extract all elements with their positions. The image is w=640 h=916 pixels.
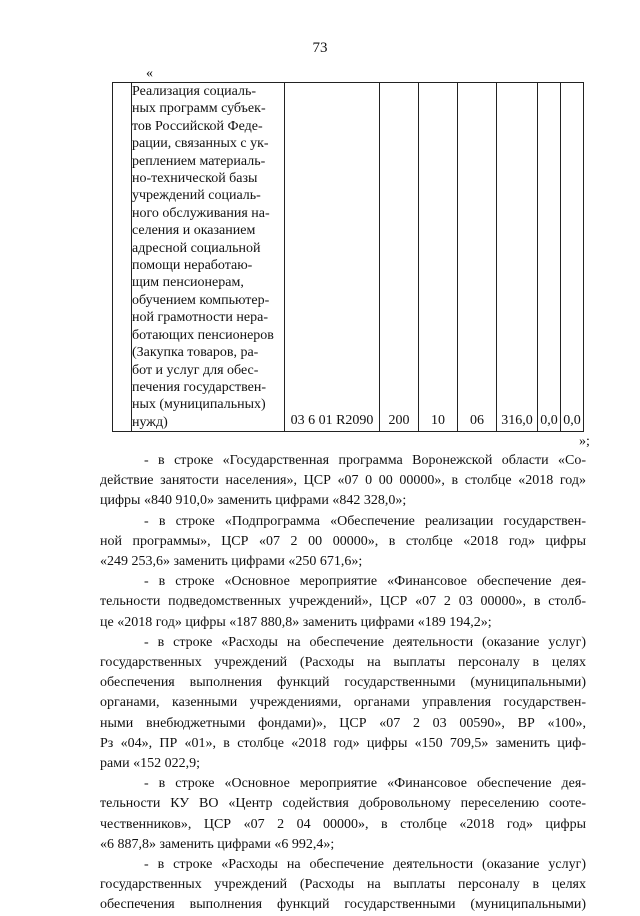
pr-value: 06 (470, 413, 484, 429)
text-line: Рз «04», ПР «01», в столбце «2018 год» цифры «150 709,5» заменить циф- (100, 735, 586, 751)
text-line: ной программы», ЦСР «07 2 00 00000», в столбце «2018 год» цифры (100, 533, 586, 549)
text-line: рами «152 022,9; (100, 756, 200, 772)
opening-quote: « (146, 66, 153, 81)
expense-name-line: бот и услуг для обес- (132, 362, 259, 378)
pr-cell (458, 83, 497, 432)
expense-name-line: Реализация социаль- (132, 84, 257, 99)
expense-name-cell (132, 83, 285, 432)
expense-name-line: реплением материаль- (132, 153, 266, 169)
amendment-paragraph (100, 774, 586, 855)
text-line: действие занятости населения», ЦСР «07 0 00 00000», в столбце «2018 год» (100, 473, 586, 489)
budget-table (112, 82, 584, 432)
amendment-paragraph (100, 512, 586, 573)
expense-name-line: ного обслуживания на- (132, 205, 270, 221)
text-line: це «2018 год» цифры «187 880,8» заменить цифрами «189 194,2»; (100, 614, 492, 630)
text-line: «6 887,8» заменить цифрами «6 992,4»; (100, 836, 335, 852)
text-line: - в строке «Основное мероприятие «Финансовое обеспечение дея- (144, 776, 586, 792)
year-2019-value: 0,0 (540, 413, 558, 429)
amendment-paragraph (100, 633, 586, 774)
blank-cell (113, 83, 132, 432)
closing-quote: »; (579, 434, 590, 449)
expense-name-line: адресной социальной (132, 240, 261, 256)
expense-name-line: ботающих пенсионеров (132, 327, 274, 343)
amendment-text (100, 451, 586, 916)
csr-value: 03 6 01 R2090 (290, 413, 374, 429)
expense-name-line: ной грамотности нера- (132, 310, 268, 326)
text-line: ными внебюджетными фондами)», ЦСР «07 2 03 00590», ВР «100», (100, 715, 586, 731)
text-line: органами, казенными учреждениями, органами управления государствен- (100, 695, 586, 711)
expense-name-line: помощи неработаю- (132, 258, 253, 274)
amendment-paragraph (100, 451, 586, 512)
rz-value: 10 (431, 413, 445, 429)
expense-name-line: ных программ субъек- (132, 101, 266, 117)
expense-name-line: щим пенсионерам, (132, 275, 244, 291)
expense-name-line: учреждений социаль- (132, 188, 261, 204)
text-line: - в строке «Расходы на обеспечение деятельности (оказание услуг) (144, 634, 586, 650)
text-line: государственных учреждений (Расходы на выплаты персоналу в целях (100, 655, 586, 671)
text-line: тельности подведомственных учреждений», ЦСР «07 2 03 00000», в столб- (100, 594, 586, 610)
text-line: обеспечения выполнения функций государственными (муниципальными) (100, 897, 586, 913)
expense-name-line: ных (муниципальных) (132, 397, 266, 413)
text-line: государственных учреждений (Расходы на выплаты персоналу в целях (100, 877, 586, 893)
text-line: цифры «840 910,0» заменить цифрами «842 328,0»; (100, 493, 407, 509)
expense-name-line: печения государствен- (132, 379, 266, 395)
text-line: - в строке «Основное мероприятие «Финансовое обеспечение дея- (144, 574, 586, 590)
text-line: - в строке «Подпрограмма «Обеспечение реализации государствен- (144, 513, 586, 529)
year-2018-value: 316,0 (501, 413, 533, 429)
csr-cell (285, 83, 380, 432)
text-line: «249 253,6» заменить цифрами «250 671,6»; (100, 554, 363, 570)
vr-cell (380, 83, 419, 432)
text-line: - в строке «Государственная программа Воронежской области «Со- (144, 453, 586, 468)
year-2020-value: 0,0 (563, 413, 581, 429)
expense-name-line: нужд) (132, 414, 168, 430)
expense-name-line: обучением компьютер- (132, 292, 270, 308)
page-number: 73 (312, 40, 328, 56)
amendment-paragraph (100, 572, 586, 633)
text-line: тельности КУ ВО «Центр содействия добровольному переселению сооте- (100, 796, 586, 812)
text-line: - в строке «Расходы на обеспечение деятельности (оказание услуг) (144, 857, 586, 873)
year-2020-cell (561, 83, 584, 432)
rz-cell (419, 83, 458, 432)
expense-name-line: тов Российской Феде- (132, 118, 263, 134)
text-line: обеспечения выполнения функций государственными (муниципальными) (100, 675, 586, 691)
amendment-paragraph (100, 855, 586, 916)
text-line: чественников», ЦСР «07 2 04 00000», в столбце «2018 год» цифры (100, 816, 586, 832)
year-2018-cell (497, 83, 538, 432)
expense-name-line: рации, связанных с ук- (132, 136, 269, 152)
year-2019-cell (538, 83, 561, 432)
expense-name-line: селения и оказанием (132, 223, 256, 239)
expense-name-line: но-технической базы (132, 171, 258, 187)
table-row (113, 83, 584, 432)
vr-value: 200 (388, 413, 410, 429)
expense-name-line: (Закупка товаров, ра- (132, 345, 259, 361)
